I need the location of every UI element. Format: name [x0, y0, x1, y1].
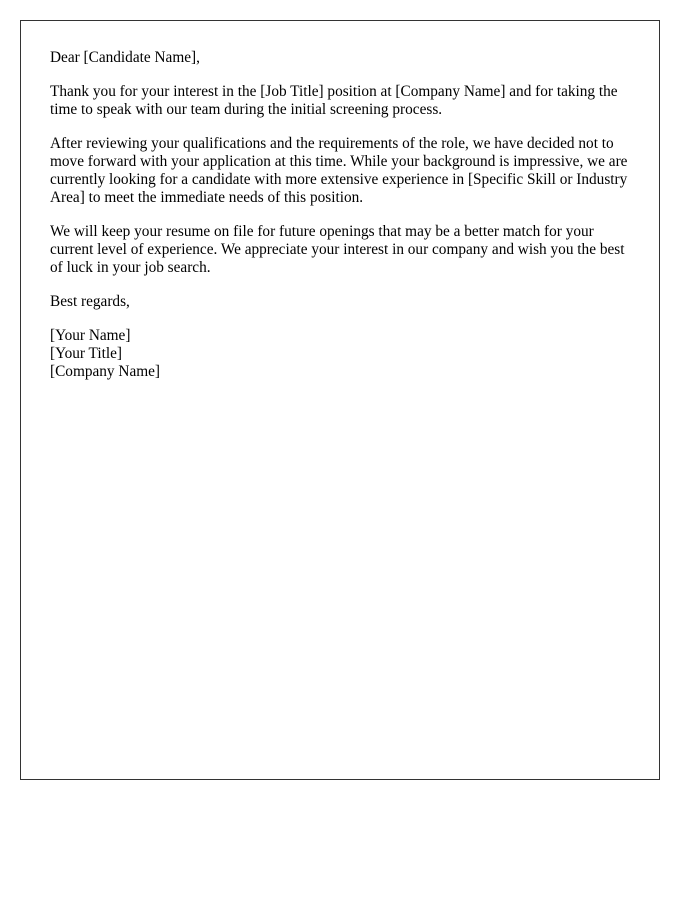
letter-paragraph: We will keep your resume on file for future openings that may be a better match for your current level of experience. We appreciate your interest in our company and wish you the best of luck in your job search.: [50, 223, 625, 276]
letter-page: [20, 20, 660, 780]
letter-closing: Best regards,: [50, 293, 130, 310]
signature-name: [Your Name]: [50, 327, 131, 344]
letter-body: [50, 49, 628, 381]
letter-paragraph: After reviewing your qualifications and the requirements of the role, we have decided not to move forward with your application at this time. While your background is impressive, we are currently looking for a candidate with more extensive experience in [Specific Skill or Industry Area] to meet the immediate needs of this position.: [50, 135, 628, 206]
letter-greeting: Dear [Candidate Name],: [50, 49, 200, 66]
signature-block: [50, 327, 628, 381]
signature-title: [Your Title]: [50, 345, 122, 362]
letter-paragraph: Thank you for your interest in the [Job Title] position at [Company Name] and for taking the time to speak with our team during the initial screening process.: [50, 83, 618, 118]
signature-company: [Company Name]: [50, 363, 161, 380]
